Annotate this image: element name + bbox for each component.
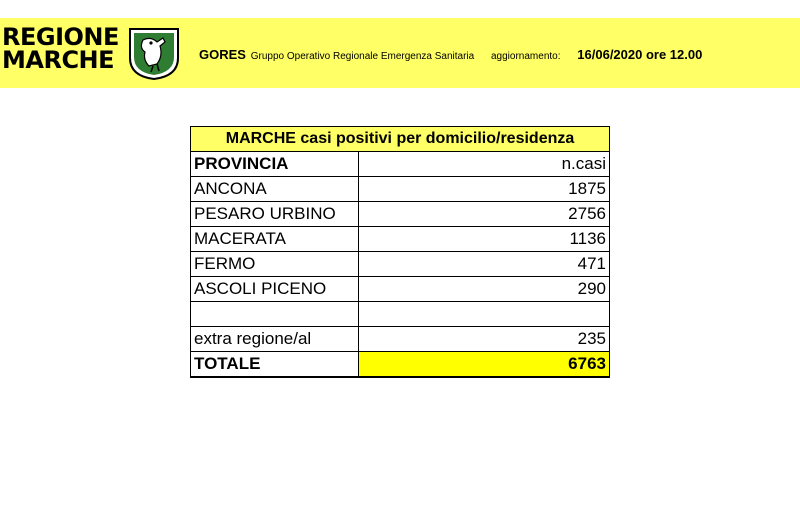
- extra-region-label: extra regione/al: [191, 327, 359, 352]
- update-date: 16/06/2020 ore 12.00: [577, 47, 703, 62]
- table-row: [191, 227, 610, 252]
- province-cases: 1136: [359, 227, 610, 252]
- province-cases: 2756: [359, 202, 610, 227]
- province-name: MACERATA: [191, 227, 359, 252]
- table-title: MARCHE casi positivi per domicilio/residenza: [191, 127, 610, 152]
- province-name: ANCONA: [191, 177, 359, 202]
- total-value: 6763: [359, 352, 610, 377]
- header-banner: [0, 18, 800, 88]
- extra-region-row: [191, 327, 610, 352]
- column-header-cases: n.casi: [359, 152, 610, 177]
- logo-line-2: MARCHE: [2, 46, 115, 74]
- update-label: aggiornamento:: [491, 51, 561, 62]
- table-row: [191, 202, 610, 227]
- total-row: [191, 352, 610, 377]
- column-header-province: PROVINCIA: [191, 152, 359, 177]
- province-name: ASCOLI PICENO: [191, 277, 359, 302]
- empty-row: [191, 302, 610, 327]
- logo-line-1: REGIONE: [2, 23, 119, 51]
- org-abbr: GORES: [199, 47, 246, 62]
- province-cases: 1875: [359, 177, 610, 202]
- table-title-row: [191, 127, 610, 152]
- total-label: TOTALE: [191, 352, 359, 377]
- province-name: FERMO: [191, 252, 359, 277]
- gores-info: [199, 47, 702, 62]
- table-row: [191, 277, 610, 302]
- empty-cell: [359, 302, 610, 327]
- table-row: [191, 252, 610, 277]
- regione-marche-logo: [2, 23, 124, 74]
- cases-table: [190, 126, 610, 378]
- table-header-row: [191, 152, 610, 177]
- province-name: PESARO URBINO: [191, 202, 359, 227]
- regional-crest-icon: [127, 26, 181, 80]
- extra-region-value: 235: [359, 327, 610, 352]
- table-row: [191, 177, 610, 202]
- empty-cell: [191, 302, 359, 327]
- province-cases: 471: [359, 252, 610, 277]
- province-cases: 290: [359, 277, 610, 302]
- org-full-name: Gruppo Operativo Regionale Emergenza Sanitaria: [250, 51, 475, 62]
